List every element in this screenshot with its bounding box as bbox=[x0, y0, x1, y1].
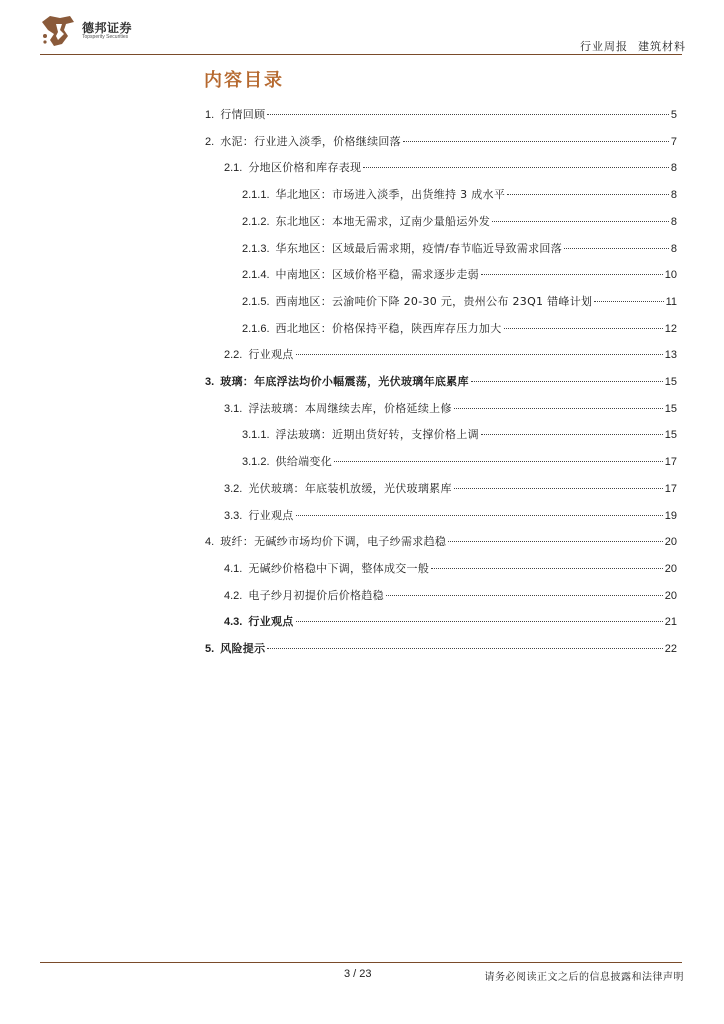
toc-entry-page: 7 bbox=[670, 136, 677, 148]
toc-entry-title: 电子纱月初提价后价格趋稳 bbox=[248, 589, 384, 602]
toc-entry[interactable] bbox=[224, 400, 677, 416]
toc-leader-dots bbox=[594, 301, 663, 302]
toc-entry-title: 浮法玻璃：本周继续去库，价格延续上修 bbox=[248, 402, 452, 415]
toc-entry-number: 4.1. bbox=[224, 563, 243, 575]
toc-leader-dots bbox=[564, 248, 669, 249]
brand-name: 德邦证券 bbox=[82, 21, 133, 35]
toc-entry-page: 8 bbox=[670, 162, 677, 174]
toc-entry[interactable] bbox=[224, 159, 677, 175]
toc-entry-page: 20 bbox=[664, 563, 677, 575]
toc-entry-number: 3.1. bbox=[224, 403, 243, 415]
toc-entry-title: 中南地区：区域价格平稳，需求逐步走弱 bbox=[275, 268, 479, 281]
toc-entry-number: 4. bbox=[205, 536, 215, 548]
toc-entry-number: 2.1.4. bbox=[242, 269, 270, 281]
toc-entry-page: 15 bbox=[664, 376, 677, 388]
toc-entry[interactable] bbox=[224, 480, 677, 496]
toc-entry-title: 分地区价格和库存表现 bbox=[248, 161, 362, 174]
toc-entry-title: 行业观点 bbox=[248, 509, 294, 522]
toc-entry-number: 2.1. bbox=[224, 162, 243, 174]
header-divider bbox=[40, 54, 682, 55]
toc-entry-number: 3.3. bbox=[224, 510, 243, 522]
toc-entry[interactable] bbox=[224, 560, 677, 576]
toc-leader-dots bbox=[481, 434, 663, 435]
toc-entry-number: 2.1.3. bbox=[242, 243, 270, 255]
toc-entry-page: 13 bbox=[664, 349, 677, 361]
page-number: 3 / 23 bbox=[344, 968, 372, 980]
toc-leader-dots bbox=[267, 114, 668, 115]
toc-leader-dots bbox=[403, 141, 669, 142]
toc-leader-dots bbox=[267, 648, 662, 649]
toc-entry-title: 光伏玻璃：年底装机放缓，光伏玻璃累库 bbox=[248, 482, 452, 495]
toc-leader-dots bbox=[431, 568, 663, 569]
toc-leader-dots bbox=[448, 541, 663, 542]
toc-entry-title: 玻纤：无碱纱市场均价下调，电子纱需求趋稳 bbox=[220, 535, 447, 548]
toc-entry[interactable] bbox=[242, 426, 677, 442]
toc-leader-dots bbox=[507, 194, 669, 195]
toc-entry-page: 8 bbox=[670, 216, 677, 228]
toc-entry-page: 8 bbox=[670, 189, 677, 201]
toc-entry-page: 20 bbox=[664, 536, 677, 548]
toc-entry-page: 21 bbox=[664, 616, 677, 628]
report-type-label: 行业周报 bbox=[580, 40, 628, 53]
toc-leader-dots bbox=[454, 408, 663, 409]
toc-entry-title: 玻璃：年底浮法均价小幅震荡，光伏玻璃年底累库 bbox=[220, 375, 469, 388]
toc-entry-page: 19 bbox=[664, 510, 677, 522]
toc-entry-title: 无碱纱价格稳中下调，整体成交一般 bbox=[248, 562, 430, 575]
report-type bbox=[580, 38, 686, 54]
sector-label: 建筑材料 bbox=[638, 40, 686, 53]
toc-entry-number: 2.1.5. bbox=[242, 296, 270, 308]
toc-entry-title: 供给端变化 bbox=[275, 455, 333, 468]
toc-leader-dots bbox=[334, 461, 663, 462]
toc-leader-dots bbox=[296, 515, 663, 516]
toc-entry-page: 17 bbox=[664, 483, 677, 495]
toc-leader-dots bbox=[296, 621, 663, 622]
toc-entry-page: 17 bbox=[664, 456, 677, 468]
toc-entry-title: 行业观点 bbox=[248, 615, 294, 628]
toc-entry[interactable] bbox=[242, 240, 677, 256]
toc-entry-number: 3.1.2. bbox=[242, 456, 270, 468]
toc-entry-number: 2.2. bbox=[224, 349, 243, 361]
toc-leader-dots bbox=[296, 354, 663, 355]
toc-leader-dots bbox=[492, 221, 669, 222]
toc-entry-number: 2.1.2. bbox=[242, 216, 270, 228]
toc-entry-title: 浮法玻璃：近期出货好转，支撑价格上调 bbox=[275, 428, 479, 441]
toc-entry[interactable] bbox=[242, 293, 677, 309]
toc-entry-page: 15 bbox=[664, 429, 677, 441]
toc-entry[interactable] bbox=[205, 533, 677, 549]
toc-entry[interactable] bbox=[242, 266, 677, 282]
toc-entry-title: 华北地区：市场进入淡季，出货维持 3 成水平 bbox=[275, 188, 506, 201]
toc-entry-page: 22 bbox=[664, 643, 677, 655]
toc-entry[interactable] bbox=[224, 613, 677, 629]
toc-leader-dots bbox=[471, 381, 663, 382]
toc-entry-number: 2.1.6. bbox=[242, 323, 270, 335]
toc-entry-number: 3.1.1. bbox=[242, 429, 270, 441]
toc-entry-title: 西南地区：云渝吨价下降 20-30 元，贵州公布 23Q1 错峰计划 bbox=[275, 295, 593, 308]
toc-entry[interactable] bbox=[224, 507, 677, 523]
toc-entry-title: 华东地区：区域最后需求期，疫情/春节临近导致需求回落 bbox=[275, 242, 563, 255]
toc-entry-title: 西北地区：价格保持平稳，陕西库存压力加大 bbox=[275, 322, 502, 335]
toc-entry-number: 3.2. bbox=[224, 483, 243, 495]
toc-entry-number: 5. bbox=[205, 643, 215, 655]
toc-entry-title: 行情回顾 bbox=[220, 108, 266, 121]
brand-logo-icon bbox=[40, 14, 76, 48]
toc-entry-page: 5 bbox=[670, 109, 677, 121]
toc-leader-dots bbox=[504, 328, 663, 329]
toc-leader-dots bbox=[363, 167, 669, 168]
toc-entry-page: 15 bbox=[664, 403, 677, 415]
toc-entry-page: 20 bbox=[664, 590, 677, 602]
toc-entry-number: 4.2. bbox=[224, 590, 243, 602]
toc-entry-number: 1. bbox=[205, 109, 215, 121]
toc-entry-page: 8 bbox=[670, 243, 677, 255]
brand-name-en: Topsperity Securities bbox=[82, 34, 129, 40]
toc-entry-number: 3. bbox=[205, 376, 215, 388]
footer-divider bbox=[40, 962, 682, 963]
toc-entry[interactable] bbox=[242, 320, 677, 336]
toc-leader-dots bbox=[386, 595, 663, 596]
toc-leader-dots bbox=[481, 274, 663, 275]
toc-entry[interactable] bbox=[205, 133, 677, 149]
toc-entry-number: 2. bbox=[205, 136, 215, 148]
toc-entry[interactable] bbox=[224, 587, 677, 603]
toc-entry-number: 4.3. bbox=[224, 616, 243, 628]
toc-entry[interactable] bbox=[205, 640, 677, 656]
toc-entry-page: 10 bbox=[664, 269, 677, 281]
toc-entry-page: 12 bbox=[664, 323, 677, 335]
toc-entry[interactable] bbox=[224, 346, 677, 362]
toc-leader-dots bbox=[454, 488, 663, 489]
toc-entry[interactable] bbox=[242, 186, 677, 202]
toc-entry-title: 水泥：行业进入淡季，价格继续回落 bbox=[220, 135, 401, 148]
legal-disclaimer: 请务必阅读正文之后的信息披露和法律声明 bbox=[484, 972, 684, 983]
toc-entry-title: 行业观点 bbox=[248, 348, 294, 361]
toc-entry-title: 东北地区：本地无需求，辽南少量船运外发 bbox=[275, 215, 491, 228]
toc-title: 内容目录 bbox=[204, 70, 284, 91]
toc-entry[interactable] bbox=[242, 453, 677, 469]
page-header bbox=[0, 0, 724, 60]
toc-entry[interactable] bbox=[205, 373, 677, 389]
toc-entry-page: 11 bbox=[665, 296, 677, 308]
toc-entry-title: 风险提示 bbox=[220, 642, 266, 655]
toc-entry-number: 2.1.1. bbox=[242, 189, 270, 201]
toc-entry[interactable] bbox=[242, 213, 677, 229]
toc-entry[interactable] bbox=[205, 106, 677, 122]
